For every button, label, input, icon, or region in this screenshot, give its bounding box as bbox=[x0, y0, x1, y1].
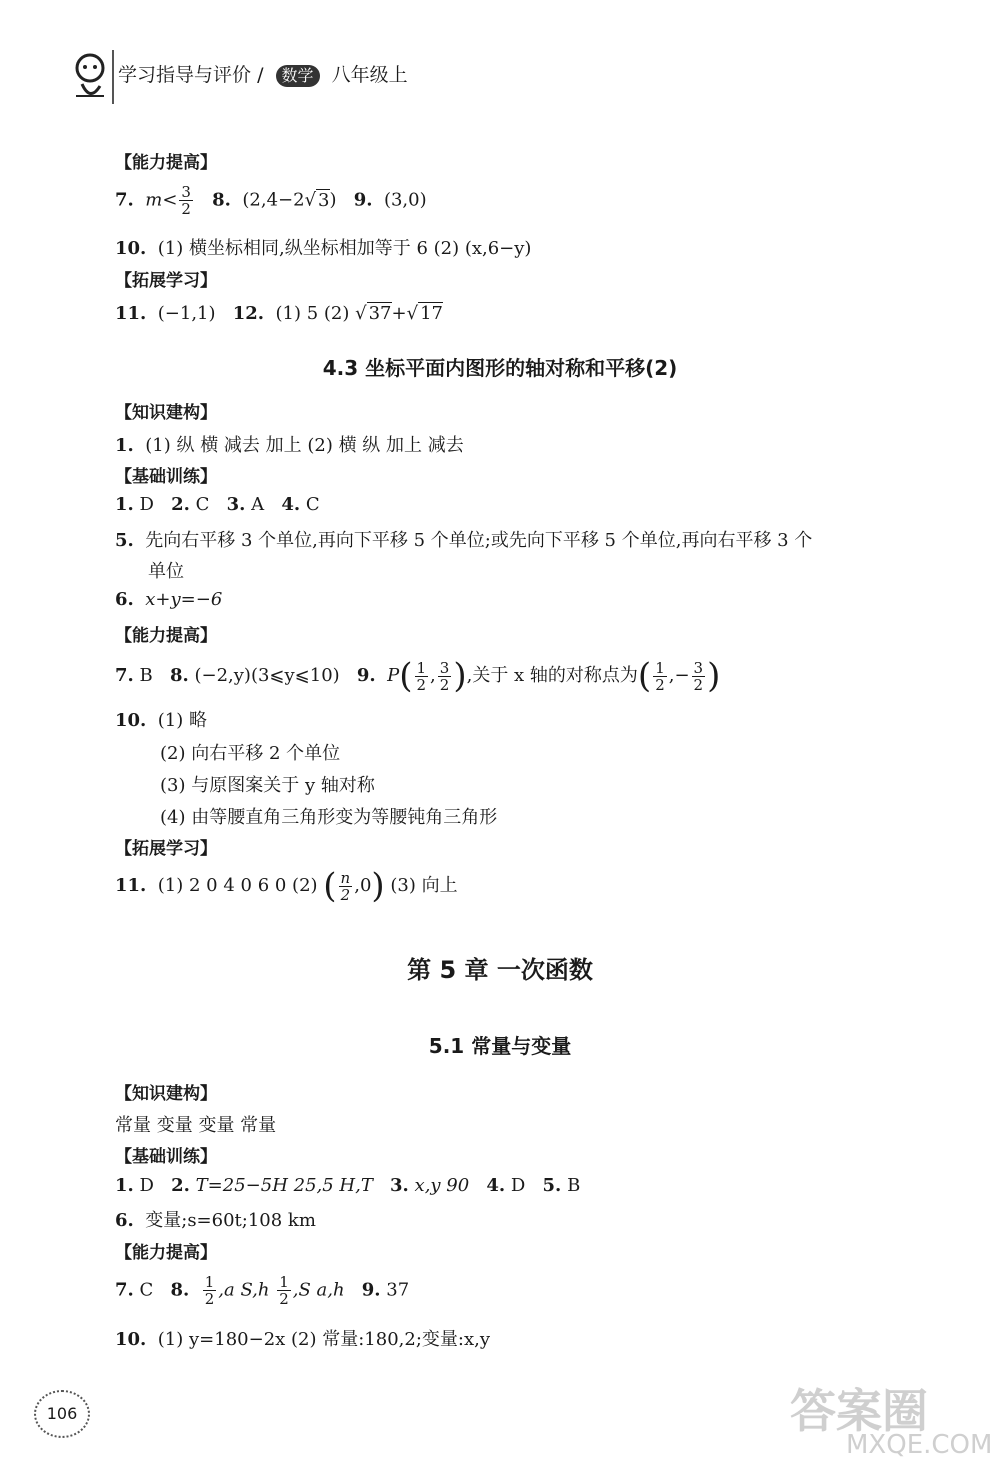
book-title: 学习指导与评价 bbox=[118, 64, 252, 86]
radicand: 3 bbox=[318, 189, 330, 211]
answer-text: (2,4−2 bbox=[242, 189, 305, 211]
q-number: 4. bbox=[486, 1175, 506, 1196]
denominator: 2 bbox=[340, 885, 351, 904]
answer-line-b6 bbox=[115, 589, 222, 610]
answer-text: D bbox=[139, 494, 154, 515]
heading-basic: 【基础训练】 bbox=[115, 1147, 217, 1167]
section-title-5-1: 5.1 常量与变量 bbox=[428, 1034, 572, 1058]
answer-text: (1) 纵 横 减去 加上 (2) 横 纵 加上 减去 bbox=[145, 435, 464, 456]
q-number: 10. bbox=[115, 710, 147, 731]
answer-text: (3,0) bbox=[383, 189, 427, 211]
grade-label: 八年级上 bbox=[331, 64, 408, 86]
page-header bbox=[118, 60, 408, 87]
heading-extend: 【拓展学习】 bbox=[115, 839, 217, 859]
answer-text: C bbox=[139, 1279, 154, 1301]
radicand: 37 bbox=[368, 303, 392, 324]
fraction bbox=[277, 1274, 291, 1307]
sqrt-icon: √ bbox=[406, 303, 419, 324]
q-number: 6. bbox=[115, 589, 134, 610]
answer-line-a10-2: (2) 向右平移 2 个单位 bbox=[160, 743, 341, 764]
numerator: 1 bbox=[655, 658, 665, 677]
answer-text: P bbox=[387, 665, 400, 686]
fraction bbox=[692, 660, 706, 693]
q-number: 3. bbox=[390, 1175, 409, 1196]
q-number: 7. bbox=[115, 189, 134, 211]
answer-text: m< bbox=[145, 189, 178, 211]
answer-text: ,S a,h bbox=[292, 1279, 345, 1301]
q-number: 2. bbox=[171, 494, 190, 515]
answer-line-b5 bbox=[115, 526, 812, 552]
numerator: n bbox=[340, 868, 351, 887]
right-paren: ) bbox=[453, 656, 467, 696]
answer-text: x+y=−6 bbox=[145, 589, 223, 610]
heading-ability: 【能力提高】 bbox=[115, 1243, 217, 1263]
heading-basic: 【基础训练】 bbox=[115, 467, 217, 487]
answer-line-k: 常量 变量 变量 常量 bbox=[115, 1115, 277, 1136]
answer-text: D bbox=[510, 1175, 526, 1196]
watermark-url: MXQE.COM bbox=[846, 1430, 993, 1460]
fraction bbox=[653, 660, 667, 693]
answer-text: ,0 bbox=[354, 875, 372, 896]
q-number: 7. bbox=[115, 1279, 134, 1301]
q-number: 8. bbox=[169, 665, 189, 686]
q-number: 10. bbox=[115, 238, 147, 259]
numerator: 3 bbox=[439, 658, 450, 677]
chapter-title: 第 5 章 一次函数 bbox=[407, 956, 593, 984]
numerator: 3 bbox=[693, 658, 704, 677]
watermark-logo: 答案圈 bbox=[790, 1384, 928, 1438]
sqrt-icon: √ bbox=[304, 189, 317, 211]
heading-ability: 【能力提高】 bbox=[115, 153, 217, 173]
answer-line-a10-3: (3) 与原图案关于 y 轴对称 bbox=[160, 775, 375, 796]
heading-knowledge: 【知识建构】 bbox=[115, 1084, 217, 1104]
answer-text: (1) 横坐标相同,纵坐标相加等于 6 (2) (x,6−y) bbox=[157, 238, 532, 259]
q-number: 5. bbox=[542, 1175, 562, 1196]
q-number: 7. bbox=[115, 665, 134, 686]
header-divider bbox=[112, 50, 114, 104]
answer-line-e11 bbox=[115, 866, 458, 906]
answer-text: + bbox=[391, 303, 407, 324]
q-number: 3. bbox=[226, 494, 246, 515]
q-number: 2. bbox=[171, 1175, 190, 1196]
answer-text: B bbox=[139, 665, 153, 686]
subject-badge: 数学 bbox=[276, 65, 320, 87]
answer-text: (−2,y)(3⩽y⩽10) bbox=[194, 665, 340, 686]
heading-ability: 【能力提高】 bbox=[115, 626, 217, 646]
answer-text: 先向右平移 3 个单位,再向下平移 5 个单位;或先向下平移 5 个单位,再向右平移 3 个 bbox=[145, 530, 813, 551]
q-number: 5. bbox=[115, 530, 134, 551]
answer-line-b6 bbox=[115, 1206, 316, 1232]
answer-text: D bbox=[139, 1175, 154, 1196]
left-paren: ( bbox=[323, 866, 337, 906]
q-number: 8. bbox=[170, 1279, 190, 1301]
answer-text: 37 bbox=[386, 1279, 410, 1301]
answer-text: 变量;s=60t;108 km bbox=[145, 1210, 316, 1231]
heading-knowledge: 【知识建构】 bbox=[115, 403, 217, 423]
q-number: 1. bbox=[115, 435, 134, 456]
answer-text: ,a S,h bbox=[218, 1279, 276, 1301]
right-paren: ) bbox=[371, 866, 385, 906]
answer-line-k1 bbox=[115, 431, 464, 457]
right-paren: ) bbox=[707, 656, 721, 696]
q-number: 4. bbox=[281, 494, 301, 515]
denominator: 2 bbox=[279, 1290, 289, 1308]
answer-text: x,y 90 bbox=[414, 1175, 470, 1196]
section-title-4-3: 4.3 坐标平面内图形的轴对称和平移(2) bbox=[322, 356, 678, 380]
heading-extend: 【拓展学习】 bbox=[115, 271, 217, 291]
page-number: 106 bbox=[34, 1390, 90, 1438]
answer-text: (3) 向上 bbox=[390, 875, 458, 896]
answer-text: (1) 2 0 4 0 6 0 (2) bbox=[157, 875, 318, 896]
answer-line-a7-9 bbox=[115, 1274, 409, 1307]
q-number: 11. bbox=[115, 303, 147, 324]
answer-line-b1-4 bbox=[115, 494, 320, 515]
q-number: 12. bbox=[232, 303, 265, 324]
left-paren: ( bbox=[399, 656, 413, 696]
answer-line-a10-4: (4) 由等腰直角三角形变为等腰钝角三角形 bbox=[160, 807, 498, 828]
fraction bbox=[179, 184, 193, 217]
answer-text: ,关于 x 轴的对称点为 bbox=[466, 665, 638, 686]
q-number: 10. bbox=[115, 1329, 147, 1350]
denominator: 2 bbox=[693, 675, 704, 694]
answer-line-11-12 bbox=[115, 303, 443, 324]
mascot-logo-icon bbox=[68, 50, 112, 104]
q-number: 9. bbox=[353, 189, 373, 211]
answer-line-b1-5 bbox=[115, 1175, 580, 1196]
denominator: 2 bbox=[655, 675, 665, 694]
q-number: 1. bbox=[115, 1175, 134, 1196]
answer-text: (1) y=180−2x (2) 常量:180,2;变量:x,y bbox=[157, 1329, 490, 1350]
answer-text: A bbox=[251, 494, 265, 515]
q-number: 9. bbox=[361, 1279, 381, 1301]
fraction bbox=[415, 660, 429, 693]
answer-text: B bbox=[567, 1175, 581, 1196]
q-number: 11. bbox=[115, 875, 147, 896]
answer-text: ) bbox=[329, 189, 337, 211]
answer-text: (1) 略 bbox=[157, 710, 207, 731]
denominator: 2 bbox=[416, 675, 427, 694]
answer-line-10 bbox=[115, 234, 531, 260]
answer-line-a10 bbox=[115, 1325, 490, 1351]
numerator: 1 bbox=[416, 658, 427, 677]
answer-line-a10 bbox=[115, 706, 207, 732]
fraction bbox=[438, 660, 452, 693]
answer-text: (1) 5 (2) bbox=[275, 303, 356, 324]
answer-line-b5-cont: 单位 bbox=[148, 561, 184, 582]
fraction bbox=[203, 1274, 217, 1307]
answer-line-a7-9: 7. B 8. (−2,y)(3⩽y⩽10) 9. P( $\frac{1}{2}$ , $\frac{3}{2}$ ),关于 x 轴的对称点为( $\frac{1}{2}$ ,− $\frac{3}{2}$ ) bbox=[115, 656, 721, 696]
numerator: 1 bbox=[279, 1273, 289, 1291]
answer-text: (−1,1) bbox=[157, 303, 216, 324]
q-number: 9. bbox=[356, 665, 376, 686]
denominator: 2 bbox=[204, 1290, 215, 1308]
q-number: 1. bbox=[115, 494, 134, 515]
sqrt-icon: √ bbox=[355, 303, 367, 324]
answer-text: C bbox=[305, 494, 320, 515]
answer-text: ,− bbox=[668, 665, 690, 686]
numerator: 3 bbox=[181, 183, 191, 201]
denominator: 2 bbox=[439, 675, 450, 694]
radicand: 17 bbox=[420, 303, 443, 324]
answer-text: T=25−5H 25,5 H,T bbox=[195, 1175, 373, 1196]
q-number: 8. bbox=[212, 189, 231, 211]
left-paren: ( bbox=[637, 656, 652, 696]
answer-line-7-9 bbox=[115, 184, 427, 217]
denominator: 2 bbox=[181, 200, 191, 218]
answer-text: C bbox=[195, 494, 210, 515]
slash-separator: / bbox=[257, 64, 270, 86]
fraction bbox=[339, 870, 353, 903]
q-number: 6. bbox=[115, 1210, 134, 1231]
numerator: 1 bbox=[204, 1273, 215, 1291]
